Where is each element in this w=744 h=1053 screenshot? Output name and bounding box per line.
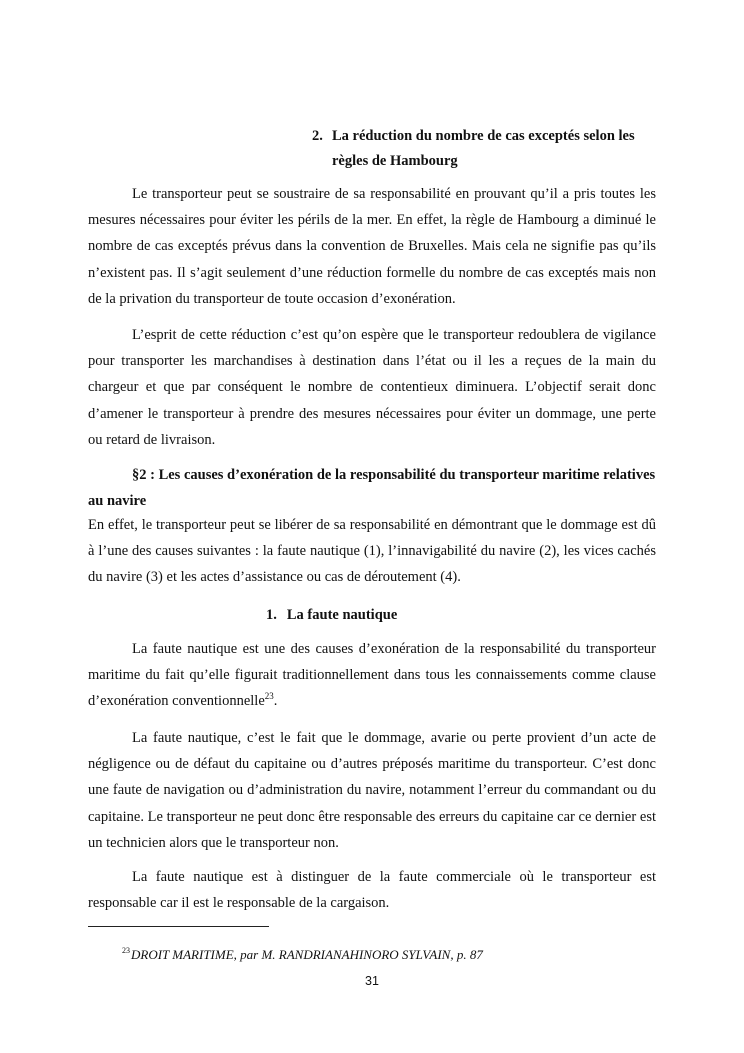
paragraph-text: La faute nautique est une des causes d’exonération de la responsabilité du transporteur maritime du fait qu’elle figurait traditionnellement dans tous les connaissements comme clause d’exonération conventionnelle	[88, 641, 656, 710]
subsection-heading-hambourg	[312, 124, 672, 174]
paragraph-reduction-spirit: L’esprit de cette réduction c’est qu’on espère que le transporteur redoublera de vigilance pour transporter les marchandises à destination dans l’état ou il les a reçues de la main du chargeur et que par conséquent le nombre de contentieux diminuera. L’objectif serait donc d’amener le transporteur à prendre des mesures nécessaires pour éviter un dommage, une perte ou retard de livraison.	[88, 327, 656, 448]
paragraph-faute-nautique-definition	[88, 636, 656, 715]
paragraph-end-punct: .	[273, 693, 278, 710]
paragraph-causes-list: En effet, le transporteur peut se libérer de sa responsabilité en démontrant que le dommage est dû à l’une des causes suivantes : la faute nautique (1), l’innavigabilité du navire (2), les vices cachés du navire (3) et les actes d’assistance ou cas de déroutement (4).	[88, 517, 656, 586]
subsection-heading-faute-nautique	[266, 603, 397, 627]
section-title-causes-navire: §2 : Les causes d’exonération de la responsabilité du transporteur maritime relatives au navire	[88, 467, 656, 509]
subheading-number: 1.	[266, 607, 277, 623]
footnote-number: 23	[122, 946, 130, 955]
subheading-text: La faute nautique	[286, 607, 398, 623]
footnote-separator	[88, 926, 269, 927]
paragraph-hambourg-exoneration: Le transporteur peut se soustraire de sa responsabilité en prouvant qu’il a pris toutes les mesures nécessaires pour éviter les périls de la mer. En effet, la règle de Hambourg a diminué le nombre de cas exceptés prévus dans la convention de Bruxelles. Mais cela ne signifie pas qu’ils n’existent pas. Il s’agit seulement d’une réduction formelle du nombre de cas exceptés mais non de la privation du transporteur de toute occasion d’exonération.	[88, 186, 656, 307]
footnote-reference[interactable]: 23	[264, 691, 274, 702]
heading-text: La réduction du nombre de cas exceptés selon les règles de Hambourg	[332, 128, 635, 169]
paragraph-faute-nautique-detail: La faute nautique, c’est le fait que le dommage, avarie ou perte provient d’un acte de négligence ou de défaut du capitaine ou d’autres préposés maritime du transporteur. C’est donc une faute de navigation ou d’administration du navire, notamment l’erreur du commandant ou du capitaine. Le transporteur ne peut donc être responsable des erreurs du capitaine car ce dernier est un technicien alors que le transporteur non.	[88, 730, 656, 851]
footnote-text: DROIT MARITIME, par M. RANDRIANAHINORO SYLVAIN, p. 87	[131, 947, 483, 962]
heading-number: 2.	[312, 128, 323, 144]
page-number: 31	[365, 974, 379, 988]
footnote	[122, 945, 483, 965]
paragraph-faute-commerciale: La faute nautique est à distinguer de la faute commerciale où le transporteur est responsable car il est le responsable de la cargaison.	[88, 869, 656, 912]
